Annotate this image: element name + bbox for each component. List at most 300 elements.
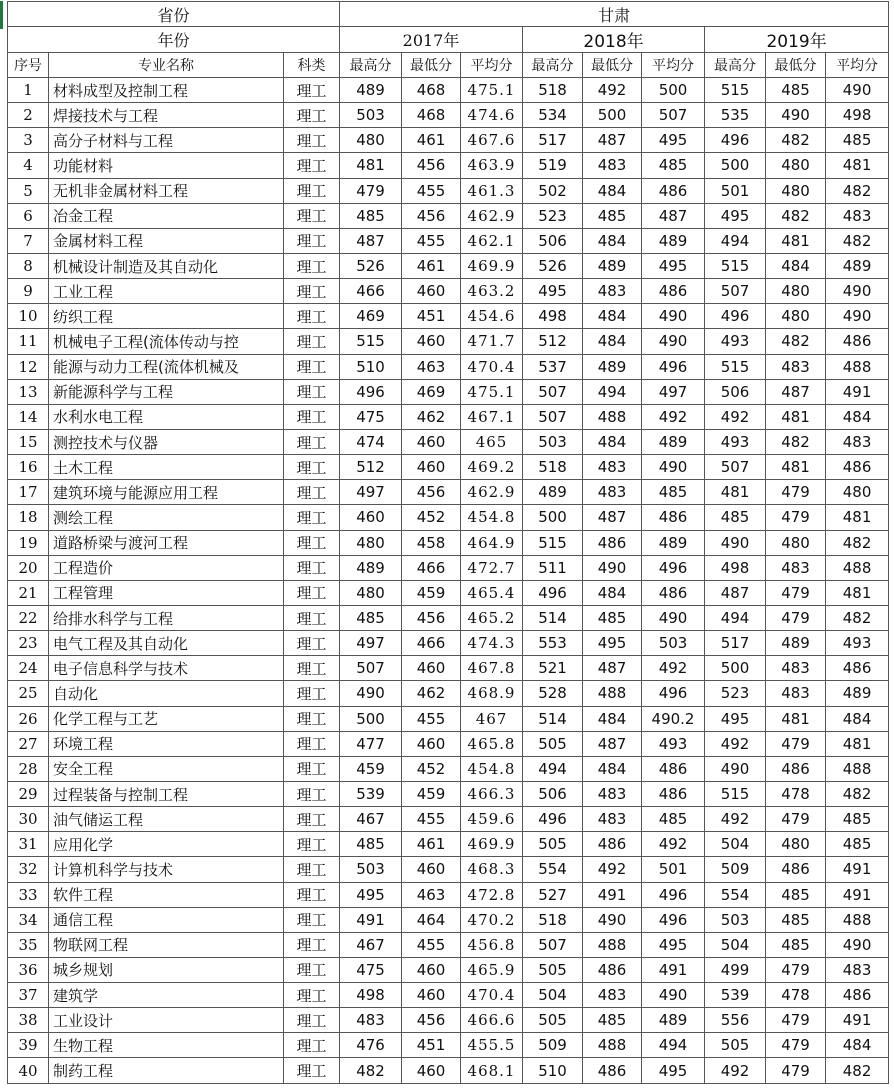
cell-avg-2018[interactable]: 496: [642, 681, 705, 706]
cell-avg-2019[interactable]: 488: [826, 756, 889, 781]
cell-min-2019[interactable]: 480: [766, 178, 826, 203]
cell-avg-2019[interactable]: 481: [826, 731, 889, 756]
cell-min-2018[interactable]: 488: [583, 681, 642, 706]
cell-min-2018[interactable]: 484: [583, 580, 642, 605]
cell-min-2017[interactable]: 463: [402, 354, 461, 379]
cell-max-2017[interactable]: 485: [340, 832, 402, 857]
cell-category[interactable]: 理工: [284, 228, 340, 253]
cell-max-2017[interactable]: 485: [340, 605, 402, 630]
cell-major[interactable]: 功能材料: [49, 153, 284, 178]
cell-index[interactable]: 6: [8, 203, 49, 228]
cell-major[interactable]: 软件工程: [49, 882, 284, 907]
cell-min-2018[interactable]: 489: [583, 354, 642, 379]
cell-max-2018[interactable]: 505: [523, 731, 583, 756]
cell-major[interactable]: 油气储运工程: [49, 807, 284, 832]
cell-max-2019[interactable]: 493: [705, 429, 766, 454]
cell-major[interactable]: 应用化学: [49, 832, 284, 857]
cell-min-2017[interactable]: 455: [402, 228, 461, 253]
cell-min-2018[interactable]: 488: [583, 1033, 642, 1058]
cell-max-2018[interactable]: 515: [523, 530, 583, 555]
cell-avg-2017[interactable]: 466.3: [461, 781, 523, 806]
col-header-min-2017[interactable]: 最低分: [402, 53, 461, 78]
cell-category[interactable]: 理工: [284, 1033, 340, 1058]
cell-major[interactable]: 建筑环境与能源应用工程: [49, 480, 284, 505]
cell-avg-2017[interactable]: 462.9: [461, 480, 523, 505]
col-header-min-2018[interactable]: 最低分: [583, 53, 642, 78]
cell-max-2018[interactable]: 506: [523, 228, 583, 253]
cell-max-2018[interactable]: 521: [523, 656, 583, 681]
cell-avg-2018[interactable]: 486: [642, 756, 705, 781]
cell-max-2019[interactable]: 556: [705, 1008, 766, 1033]
cell-min-2017[interactable]: 461: [402, 128, 461, 153]
cell-major[interactable]: 能源与动力工程(流体机械及: [49, 354, 284, 379]
cell-max-2017[interactable]: 469: [340, 304, 402, 329]
cell-avg-2018[interactable]: 495: [642, 253, 705, 278]
cell-avg-2017[interactable]: 465.4: [461, 580, 523, 605]
cell-avg-2017[interactable]: 475.1: [461, 379, 523, 404]
cell-min-2017[interactable]: 461: [402, 832, 461, 857]
cell-avg-2017[interactable]: 472.7: [461, 555, 523, 580]
cell-min-2019[interactable]: 485: [766, 907, 826, 932]
col-header-max-2019[interactable]: 最高分: [705, 53, 766, 78]
cell-min-2019[interactable]: 486: [766, 756, 826, 781]
cell-major[interactable]: 金属材料工程: [49, 228, 284, 253]
cell-min-2018[interactable]: 487: [583, 656, 642, 681]
cell-avg-2017[interactable]: 468.9: [461, 681, 523, 706]
cell-index[interactable]: 30: [8, 807, 49, 832]
cell-max-2018[interactable]: 496: [523, 807, 583, 832]
cell-major[interactable]: 安全工程: [49, 756, 284, 781]
cell-avg-2017[interactable]: 461.3: [461, 178, 523, 203]
cell-avg-2017[interactable]: 464.9: [461, 530, 523, 555]
cell-index[interactable]: 8: [8, 253, 49, 278]
cell-max-2017[interactable]: 480: [340, 580, 402, 605]
cell-avg-2017[interactable]: 474.6: [461, 103, 523, 128]
cell-avg-2018[interactable]: 495: [642, 1058, 705, 1083]
cell-avg-2018[interactable]: 489: [642, 1008, 705, 1033]
cell-major[interactable]: 测绘工程: [49, 505, 284, 530]
cell-max-2018[interactable]: 505: [523, 832, 583, 857]
cell-max-2019[interactable]: 504: [705, 832, 766, 857]
cell-max-2017[interactable]: 475: [340, 957, 402, 982]
cell-min-2017[interactable]: 460: [402, 1058, 461, 1083]
cell-avg-2019[interactable]: 483: [826, 203, 889, 228]
cell-index[interactable]: 23: [8, 631, 49, 656]
cell-avg-2017[interactable]: 467: [461, 706, 523, 731]
cell-avg-2018[interactable]: 492: [642, 656, 705, 681]
cell-avg-2019[interactable]: 484: [826, 706, 889, 731]
cell-avg-2017[interactable]: 474.3: [461, 631, 523, 656]
cell-max-2018[interactable]: 504: [523, 983, 583, 1008]
cell-min-2018[interactable]: 492: [583, 857, 642, 882]
cell-min-2018[interactable]: 484: [583, 756, 642, 781]
cell-index[interactable]: 21: [8, 580, 49, 605]
cell-max-2019[interactable]: 492: [705, 1058, 766, 1083]
cell-avg-2018[interactable]: 495: [642, 932, 705, 957]
cell-index[interactable]: 24: [8, 656, 49, 681]
cell-max-2019[interactable]: 481: [705, 480, 766, 505]
cell-avg-2018[interactable]: 500: [642, 78, 705, 103]
cell-min-2019[interactable]: 485: [766, 882, 826, 907]
cell-min-2017[interactable]: 452: [402, 505, 461, 530]
cell-max-2017[interactable]: 498: [340, 983, 402, 1008]
cell-min-2019[interactable]: 481: [766, 706, 826, 731]
cell-avg-2017[interactable]: 455.5: [461, 1033, 523, 1058]
cell-max-2018[interactable]: 528: [523, 681, 583, 706]
cell-min-2017[interactable]: 468: [402, 103, 461, 128]
cell-major[interactable]: 材料成型及控制工程: [49, 78, 284, 103]
cell-max-2019[interactable]: 539: [705, 983, 766, 1008]
cell-avg-2018[interactable]: 485: [642, 480, 705, 505]
cell-min-2017[interactable]: 466: [402, 555, 461, 580]
cell-min-2017[interactable]: 456: [402, 605, 461, 630]
cell-max-2019[interactable]: 495: [705, 203, 766, 228]
cell-avg-2018[interactable]: 487: [642, 203, 705, 228]
cell-avg-2019[interactable]: 491: [826, 857, 889, 882]
cell-max-2018[interactable]: 507: [523, 379, 583, 404]
cell-min-2018[interactable]: 485: [583, 605, 642, 630]
cell-max-2018[interactable]: 494: [523, 756, 583, 781]
cell-category[interactable]: 理工: [284, 907, 340, 932]
cell-major[interactable]: 化学工程与工艺: [49, 706, 284, 731]
cell-min-2018[interactable]: 483: [583, 983, 642, 1008]
cell-max-2019[interactable]: 515: [705, 354, 766, 379]
cell-min-2017[interactable]: 456: [402, 480, 461, 505]
cell-index[interactable]: 31: [8, 832, 49, 857]
cell-avg-2017[interactable]: 472.8: [461, 882, 523, 907]
cell-avg-2017[interactable]: 471.7: [461, 329, 523, 354]
cell-max-2017[interactable]: 479: [340, 178, 402, 203]
cell-index[interactable]: 4: [8, 153, 49, 178]
cell-min-2017[interactable]: 460: [402, 279, 461, 304]
cell-max-2019[interactable]: 492: [705, 807, 766, 832]
cell-min-2018[interactable]: 483: [583, 781, 642, 806]
cell-max-2018[interactable]: 537: [523, 354, 583, 379]
cell-max-2017[interactable]: 459: [340, 756, 402, 781]
cell-avg-2018[interactable]: 507: [642, 103, 705, 128]
cell-avg-2019[interactable]: 482: [826, 781, 889, 806]
cell-major[interactable]: 物联网工程: [49, 932, 284, 957]
cell-max-2017[interactable]: 497: [340, 480, 402, 505]
cell-category[interactable]: 理工: [284, 932, 340, 957]
cell-major[interactable]: 建筑学: [49, 983, 284, 1008]
cell-index[interactable]: 20: [8, 555, 49, 580]
cell-min-2018[interactable]: 485: [583, 203, 642, 228]
cell-major[interactable]: 冶金工程: [49, 203, 284, 228]
cell-category[interactable]: 理工: [284, 656, 340, 681]
cell-category[interactable]: 理工: [284, 329, 340, 354]
cell-min-2017[interactable]: 468: [402, 78, 461, 103]
cell-max-2019[interactable]: 504: [705, 932, 766, 957]
cell-min-2019[interactable]: 479: [766, 1033, 826, 1058]
cell-avg-2018[interactable]: 490: [642, 304, 705, 329]
cell-min-2019[interactable]: 479: [766, 505, 826, 530]
cell-max-2017[interactable]: 503: [340, 857, 402, 882]
province-label-cell[interactable]: 省份: [8, 2, 340, 27]
cell-index[interactable]: 5: [8, 178, 49, 203]
cell-min-2019[interactable]: 480: [766, 530, 826, 555]
cell-max-2019[interactable]: 490: [705, 530, 766, 555]
cell-min-2019[interactable]: 478: [766, 983, 826, 1008]
cell-category[interactable]: 理工: [284, 404, 340, 429]
cell-max-2018[interactable]: 496: [523, 580, 583, 605]
cell-max-2019[interactable]: 501: [705, 178, 766, 203]
cell-min-2017[interactable]: 461: [402, 253, 461, 278]
cell-max-2017[interactable]: 500: [340, 706, 402, 731]
cell-category[interactable]: 理工: [284, 631, 340, 656]
cell-index[interactable]: 25: [8, 681, 49, 706]
cell-avg-2017[interactable]: 470.4: [461, 354, 523, 379]
cell-max-2019[interactable]: 492: [705, 404, 766, 429]
cell-max-2017[interactable]: 489: [340, 78, 402, 103]
cell-min-2018[interactable]: 488: [583, 404, 642, 429]
cell-category[interactable]: 理工: [284, 505, 340, 530]
cell-min-2018[interactable]: 487: [583, 731, 642, 756]
cell-min-2017[interactable]: 466: [402, 631, 461, 656]
cell-max-2017[interactable]: 489: [340, 555, 402, 580]
cell-avg-2019[interactable]: 491: [826, 882, 889, 907]
cell-avg-2017[interactable]: 463.9: [461, 153, 523, 178]
cell-category[interactable]: 理工: [284, 480, 340, 505]
cell-min-2019[interactable]: 479: [766, 1058, 826, 1083]
cell-avg-2017[interactable]: 465.8: [461, 731, 523, 756]
cell-avg-2019[interactable]: 490: [826, 78, 889, 103]
province-value-cell[interactable]: 甘肃: [340, 2, 889, 27]
cell-avg-2018[interactable]: 486: [642, 178, 705, 203]
cell-avg-2019[interactable]: 489: [826, 253, 889, 278]
cell-avg-2019[interactable]: 482: [826, 605, 889, 630]
cell-avg-2017[interactable]: 456.8: [461, 932, 523, 957]
cell-avg-2017[interactable]: 462.1: [461, 228, 523, 253]
cell-min-2019[interactable]: 487: [766, 379, 826, 404]
cell-min-2017[interactable]: 464: [402, 907, 461, 932]
cell-max-2017[interactable]: 481: [340, 153, 402, 178]
cell-category[interactable]: 理工: [284, 957, 340, 982]
cell-index[interactable]: 15: [8, 429, 49, 454]
cell-min-2018[interactable]: 483: [583, 279, 642, 304]
cell-avg-2017[interactable]: 467.8: [461, 656, 523, 681]
cell-avg-2019[interactable]: 493: [826, 631, 889, 656]
cell-max-2017[interactable]: 487: [340, 228, 402, 253]
cell-max-2018[interactable]: 489: [523, 480, 583, 505]
cell-index[interactable]: 28: [8, 756, 49, 781]
cell-category[interactable]: 理工: [284, 555, 340, 580]
cell-major[interactable]: 道路桥梁与渡河工程: [49, 530, 284, 555]
cell-index[interactable]: 16: [8, 455, 49, 480]
cell-min-2018[interactable]: 490: [583, 555, 642, 580]
cell-major[interactable]: 城乡规划: [49, 957, 284, 982]
cell-avg-2017[interactable]: 454.8: [461, 505, 523, 530]
cell-max-2019[interactable]: 507: [705, 455, 766, 480]
cell-max-2017[interactable]: 515: [340, 329, 402, 354]
cell-min-2018[interactable]: 489: [583, 253, 642, 278]
cell-max-2019[interactable]: 494: [705, 605, 766, 630]
cell-max-2018[interactable]: 506: [523, 781, 583, 806]
cell-avg-2017[interactable]: 469.2: [461, 455, 523, 480]
cell-category[interactable]: 理工: [284, 983, 340, 1008]
cell-max-2019[interactable]: 515: [705, 253, 766, 278]
cell-category[interactable]: 理工: [284, 203, 340, 228]
cell-min-2018[interactable]: 484: [583, 304, 642, 329]
cell-min-2018[interactable]: 486: [583, 832, 642, 857]
cell-min-2019[interactable]: 482: [766, 203, 826, 228]
cell-min-2017[interactable]: 456: [402, 153, 461, 178]
cell-max-2018[interactable]: 498: [523, 304, 583, 329]
cell-min-2017[interactable]: 455: [402, 932, 461, 957]
cell-avg-2018[interactable]: 490: [642, 455, 705, 480]
year-2019-cell[interactable]: 2019年: [705, 27, 889, 53]
cell-min-2017[interactable]: 462: [402, 404, 461, 429]
cell-max-2017[interactable]: 483: [340, 1008, 402, 1033]
cell-max-2019[interactable]: 515: [705, 78, 766, 103]
cell-max-2019[interactable]: 523: [705, 681, 766, 706]
cell-min-2017[interactable]: 463: [402, 882, 461, 907]
cell-max-2017[interactable]: 491: [340, 907, 402, 932]
cell-avg-2017[interactable]: 459.6: [461, 807, 523, 832]
cell-max-2018[interactable]: 519: [523, 153, 583, 178]
cell-max-2018[interactable]: 511: [523, 555, 583, 580]
cell-category[interactable]: 理工: [284, 1008, 340, 1033]
cell-min-2017[interactable]: 456: [402, 203, 461, 228]
cell-major[interactable]: 电子信息科学与技术: [49, 656, 284, 681]
cell-max-2018[interactable]: 505: [523, 957, 583, 982]
cell-index[interactable]: 40: [8, 1058, 49, 1083]
cell-max-2019[interactable]: 490: [705, 756, 766, 781]
cell-min-2018[interactable]: 488: [583, 932, 642, 957]
cell-index[interactable]: 36: [8, 957, 49, 982]
cell-category[interactable]: 理工: [284, 103, 340, 128]
cell-min-2018[interactable]: 500: [583, 103, 642, 128]
cell-max-2017[interactable]: 482: [340, 1058, 402, 1083]
cell-max-2017[interactable]: 474: [340, 429, 402, 454]
cell-max-2018[interactable]: 507: [523, 932, 583, 957]
cell-category[interactable]: 理工: [284, 681, 340, 706]
cell-max-2019[interactable]: 493: [705, 329, 766, 354]
cell-max-2017[interactable]: 510: [340, 354, 402, 379]
cell-category[interactable]: 理工: [284, 731, 340, 756]
cell-min-2018[interactable]: 485: [583, 1008, 642, 1033]
cell-avg-2018[interactable]: 495: [642, 128, 705, 153]
cell-max-2019[interactable]: 535: [705, 103, 766, 128]
cell-category[interactable]: 理工: [284, 605, 340, 630]
cell-max-2018[interactable]: 500: [523, 505, 583, 530]
col-header-index[interactable]: 序号: [8, 53, 49, 78]
cell-avg-2017[interactable]: 454.8: [461, 756, 523, 781]
cell-avg-2018[interactable]: 490.2: [642, 706, 705, 731]
cell-max-2018[interactable]: 510: [523, 1058, 583, 1083]
cell-major[interactable]: 通信工程: [49, 907, 284, 932]
cell-avg-2017[interactable]: 465.9: [461, 957, 523, 982]
cell-major[interactable]: 机械设计制造及其自动化: [49, 253, 284, 278]
col-header-min-2019[interactable]: 最低分: [766, 53, 826, 78]
cell-category[interactable]: 理工: [284, 153, 340, 178]
cell-avg-2019[interactable]: 482: [826, 530, 889, 555]
cell-avg-2019[interactable]: 488: [826, 555, 889, 580]
cell-avg-2018[interactable]: 494: [642, 1033, 705, 1058]
cell-min-2017[interactable]: 455: [402, 807, 461, 832]
cell-avg-2019[interactable]: 490: [826, 304, 889, 329]
cell-avg-2017[interactable]: 470.4: [461, 983, 523, 1008]
col-header-max-2017[interactable]: 最高分: [340, 53, 402, 78]
cell-category[interactable]: 理工: [284, 530, 340, 555]
cell-index[interactable]: 19: [8, 530, 49, 555]
cell-category[interactable]: 理工: [284, 1058, 340, 1083]
cell-max-2017[interactable]: 485: [340, 203, 402, 228]
cell-min-2019[interactable]: 482: [766, 128, 826, 153]
cell-min-2019[interactable]: 482: [766, 329, 826, 354]
cell-index[interactable]: 1: [8, 78, 49, 103]
cell-avg-2019[interactable]: 485: [826, 128, 889, 153]
cell-avg-2018[interactable]: 489: [642, 530, 705, 555]
cell-avg-2019[interactable]: 482: [826, 228, 889, 253]
cell-major[interactable]: 制药工程: [49, 1058, 284, 1083]
cell-min-2019[interactable]: 485: [766, 78, 826, 103]
cell-avg-2019[interactable]: 486: [826, 983, 889, 1008]
cell-avg-2018[interactable]: 491: [642, 957, 705, 982]
cell-avg-2017[interactable]: 470.2: [461, 907, 523, 932]
cell-max-2017[interactable]: 503: [340, 103, 402, 128]
cell-index[interactable]: 9: [8, 279, 49, 304]
cell-max-2018[interactable]: 523: [523, 203, 583, 228]
cell-min-2018[interactable]: 483: [583, 807, 642, 832]
cell-min-2019[interactable]: 482: [766, 429, 826, 454]
cell-index[interactable]: 38: [8, 1008, 49, 1033]
cell-max-2017[interactable]: 480: [340, 530, 402, 555]
cell-max-2017[interactable]: 512: [340, 455, 402, 480]
cell-min-2017[interactable]: 455: [402, 178, 461, 203]
cell-category[interactable]: 理工: [284, 832, 340, 857]
cell-max-2019[interactable]: 496: [705, 128, 766, 153]
cell-avg-2017[interactable]: 475.1: [461, 78, 523, 103]
cell-max-2019[interactable]: 554: [705, 882, 766, 907]
cell-avg-2019[interactable]: 491: [826, 1008, 889, 1033]
cell-major[interactable]: 电气工程及其自动化: [49, 631, 284, 656]
cell-avg-2018[interactable]: 492: [642, 832, 705, 857]
cell-max-2018[interactable]: 518: [523, 907, 583, 932]
cell-major[interactable]: 计算机科学与技术: [49, 857, 284, 882]
cell-min-2019[interactable]: 481: [766, 455, 826, 480]
cell-major[interactable]: 无机非金属材料工程: [49, 178, 284, 203]
cell-avg-2019[interactable]: 490: [826, 279, 889, 304]
cell-index[interactable]: 32: [8, 857, 49, 882]
cell-min-2019[interactable]: 479: [766, 957, 826, 982]
cell-category[interactable]: 理工: [284, 781, 340, 806]
cell-min-2019[interactable]: 490: [766, 103, 826, 128]
cell-max-2019[interactable]: 509: [705, 857, 766, 882]
cell-index[interactable]: 12: [8, 354, 49, 379]
cell-major[interactable]: 给排水科学与工程: [49, 605, 284, 630]
cell-avg-2019[interactable]: 485: [826, 832, 889, 857]
cell-category[interactable]: 理工: [284, 354, 340, 379]
cell-min-2018[interactable]: 483: [583, 455, 642, 480]
cell-min-2017[interactable]: 459: [402, 781, 461, 806]
cell-avg-2019[interactable]: 486: [826, 329, 889, 354]
year-2018-cell[interactable]: 2018年: [523, 27, 705, 53]
cell-min-2017[interactable]: 456: [402, 1008, 461, 1033]
cell-avg-2019[interactable]: 481: [826, 580, 889, 605]
cell-avg-2018[interactable]: 503: [642, 631, 705, 656]
cell-index[interactable]: 7: [8, 228, 49, 253]
cell-max-2018[interactable]: 518: [523, 78, 583, 103]
cell-avg-2017[interactable]: 467.6: [461, 128, 523, 153]
cell-index[interactable]: 37: [8, 983, 49, 1008]
cell-avg-2017[interactable]: 463.2: [461, 279, 523, 304]
cell-max-2019[interactable]: 506: [705, 379, 766, 404]
cell-major[interactable]: 工程管理: [49, 580, 284, 605]
cell-min-2017[interactable]: 458: [402, 530, 461, 555]
cell-index[interactable]: 22: [8, 605, 49, 630]
cell-min-2019[interactable]: 483: [766, 354, 826, 379]
